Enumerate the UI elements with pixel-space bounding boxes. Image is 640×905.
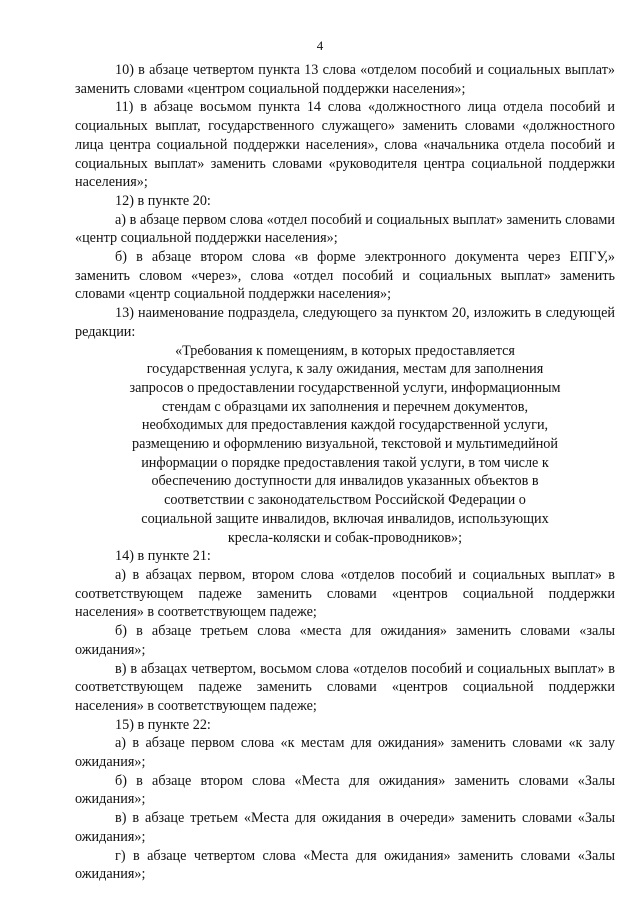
paragraph-item-12: 12) в пункте 20: [115, 192, 211, 209]
paragraph-item-14-b: б) в абзаце третьем слова «места для ожидания» заменить словами «залы ожидания»; [75, 623, 615, 658]
paragraph-item-12-b: б) в абзаце втором слова «в форме электронного документа через ЕПГУ,» заменить словом «через», слова «отдел пособий и социальных выплат» заменить словами «центр социальной поддержки населения»; [75, 249, 615, 303]
paragraph-item-13: 13) наименование подраздела, следующего за пунктом 20, изложить в следующей редакции: [75, 305, 615, 340]
paragraph-item-10: 10) в абзаце четвертом пункта 13 слова «отделом пособий и социальных выплат» заменить словами «центром социальной поддержки населения»; [75, 62, 615, 97]
subsection-title: «Требования к помещениям, в которых предоставляется государственная услуга, к залу ожидания, местам для заполнения запросов о предоставлении государственной услуги, информационным стендам с образцами их заполнения и перечнем документов, необходимых для предоставления каждой государственной услуги, размещению и оформлению визуальной, текстовой и мультимедийной информации о порядке предоставления такой услуги, в том числе к обеспечению доступности для инвалидов указанных объектов в соответствии с законодательством Российской Федерации о социальной защите инвалидов, включая инвалидов, использующих кресла-коляски и собак-проводников»; [129, 342, 561, 546]
paragraph-item-14: 14) в пункте 21: [115, 548, 211, 565]
page-number: 4 [316, 38, 324, 53]
paragraph-item-15: 15) в пункте 22: [115, 716, 211, 733]
paragraph-item-15-c: в) в абзаце третьем «Места для ожидания в очереди» заменить словами «Залы ожидания»; [75, 810, 615, 845]
paragraph-item-14-c: в) в абзацах четвертом, восьмом слова «отделов пособий и социальных выплат» в соответствующем падеже заменить словами «центров социальной поддержки населения» в соответствующем падеже; [75, 660, 615, 714]
paragraph-item-11: 11) в абзаце восьмом пункта 14 слова «должностного лица отдела пособий и социальных выплат, государственного служащего» заменить словами «должностного лица центра социальной поддержки населения», слова «начальника отдела пособий и социальных выплат» заменить словами «руководителя центра социальной поддержки населения»; [75, 99, 615, 191]
paragraph-item-12-a: а) в абзаце первом слова «отдел пособий и социальных выплат» заменить словами «центр социальной поддержки населения»; [75, 211, 615, 247]
paragraph-item-14-a: а) в абзацах первом, втором слова «отделов пособий и социальных выплат» в соответствующем падеже заменить словами «центров социальной поддержки населения» в соответствующем падеже; [75, 566, 615, 621]
document-body [75, 61, 615, 884]
paragraph-item-15-b: б) в абзаце втором слова «Места для ожидания» заменить словами «Залы ожидания»; [75, 772, 615, 808]
paragraph-item-15-a: а) в абзаце первом слова «к местам для ожидания» заменить словами «к залу ожидания»; [75, 735, 615, 771]
paragraph-item-15-d: г) в абзаце четвертом слова «Места для ожидания» заменить словами «Залы ожидания»; [75, 847, 615, 883]
